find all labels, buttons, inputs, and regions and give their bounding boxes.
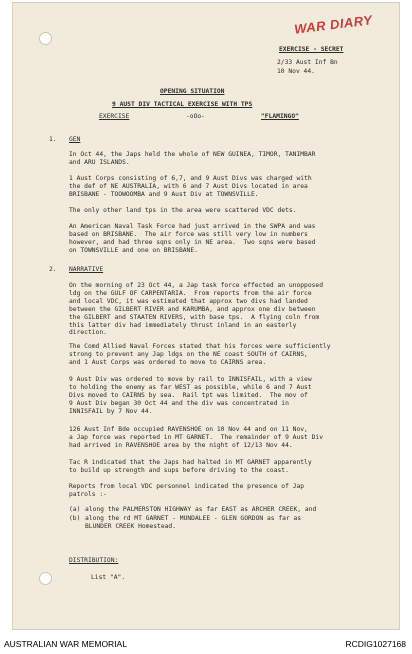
date-header: 10 Nov 44. <box>277 68 315 75</box>
unit-header: 2/33 Aust Inf Bn <box>277 59 338 66</box>
section-heading: NARRATIVE <box>69 266 104 273</box>
punch-hole <box>39 32 52 45</box>
archive-name: AUSTRALIAN WAR MEMORIAL <box>4 639 127 649</box>
war-diary-stamp: WAR DIARY <box>293 12 374 37</box>
paragraph: Reports from local VDC personnel indicated the presence of Jap patrols :- <box>69 483 305 498</box>
archive-footer <box>0 635 412 654</box>
paragraph: An American Naval Task Force had just arrived in the SWPA and was based on BRISBANE. The air force was still very low in numbers however, and had three sqns only in NE area. Two sqns were based on TOWNSVILLE and one on BRISBANE. <box>69 223 316 254</box>
exercise-label: EXERCISE <box>99 113 130 120</box>
paragraph: The Comd Allied Naval Forces stated that his forces were sufficiently strong to prevent any Jap ldgs on the NE coast SOUTH of CAIRNS, and 1 Aust Corps was ordered to move to CAIRNS area. <box>69 343 331 366</box>
section-heading: GEN <box>69 136 81 143</box>
paragraph: 1 Aust Corps consisting of 6,7, and 9 Aust Divs was charged with the def of NE AUSTRALIA, with 6 and 7 Aust Divs located in area BRISBANE - TOOWOOMBA and 9 Aust Div at TOWNSVILLE. <box>69 175 312 198</box>
record-id: RCDIG1027168 <box>345 639 406 649</box>
paragraph: In Oct 44, the Japs held the whole of NEW GUINEA, TIMOR, TANIMBAR and ARU ISLANDS. <box>69 151 316 166</box>
distribution-value: List "A". <box>91 574 126 581</box>
section-number: 2. <box>49 266 57 273</box>
punch-hole <box>39 572 52 585</box>
list-marker: (a) <box>69 506 81 513</box>
paragraph: The only other land tps in the area were scattered VDC dets. <box>69 207 297 214</box>
paragraph: Tac R indicated that the Japs had halted in MT GARNET apparently to build up strength and sups before driving to the coast. <box>69 459 312 474</box>
exercise-name: "FLAMINGO" <box>261 113 299 120</box>
section-number: 1. <box>49 136 57 143</box>
document-subtitle: 9 AUST DIV TACTICAL EXERCISE WITH TPS <box>112 101 253 108</box>
list-item: along the PALMERSTON HIGHWAY as far EAST as ARCHER CREEK, and <box>85 506 317 513</box>
list-item: along the rd MT GARNET - MUNDALEE - GLEN GORDON as far as BLUNDER CREEK Homestead. <box>85 515 302 530</box>
paragraph: On the morning of 23 Oct 44, a Jap task force effected an unopposed ldg on the GULF OF CARPENTARIA. From reports from the air force and local VDC, it was estimated that approx two divs had landed between the GILBERT RIVER and KARUMBA, and approx one div between the GILBERT and STAATEN RIVERS, with base tps. A flying coln from this latter div had immediately thrust inland in an easterly direction. <box>69 282 324 337</box>
list-marker: (b) <box>69 515 81 522</box>
paragraph: 9 Aust Div was ordered to move by rail to INNISFAIL, with a view to holding the enemy as far WEST as possible, while 6 and 7 Aust Divs moved to CAIRNS by sea. Rail tpt was limited. The mov of 9 Aust Div began 30 Oct 44 and the div was concentrated in INNISFAIL by 7 Nov 44. <box>69 376 312 415</box>
document-title: OPENING SITUATION <box>160 88 225 95</box>
paragraph: 126 Aust Inf Bde occupied RAVENSHOE on 10 Nov 44 and on 11 Nov, a Jap force was reported in MT GARNET. The remainder of 9 Aust Div had arrived in RAVENSHOE area by the night of 12/13 Nov 44. <box>69 426 324 449</box>
exercise-separator: -oOo- <box>186 113 205 120</box>
document-page <box>12 2 400 630</box>
distribution-label: DISTRIBUTION: <box>69 557 119 564</box>
classification-header: EXERCISE - SECRET <box>279 46 344 53</box>
